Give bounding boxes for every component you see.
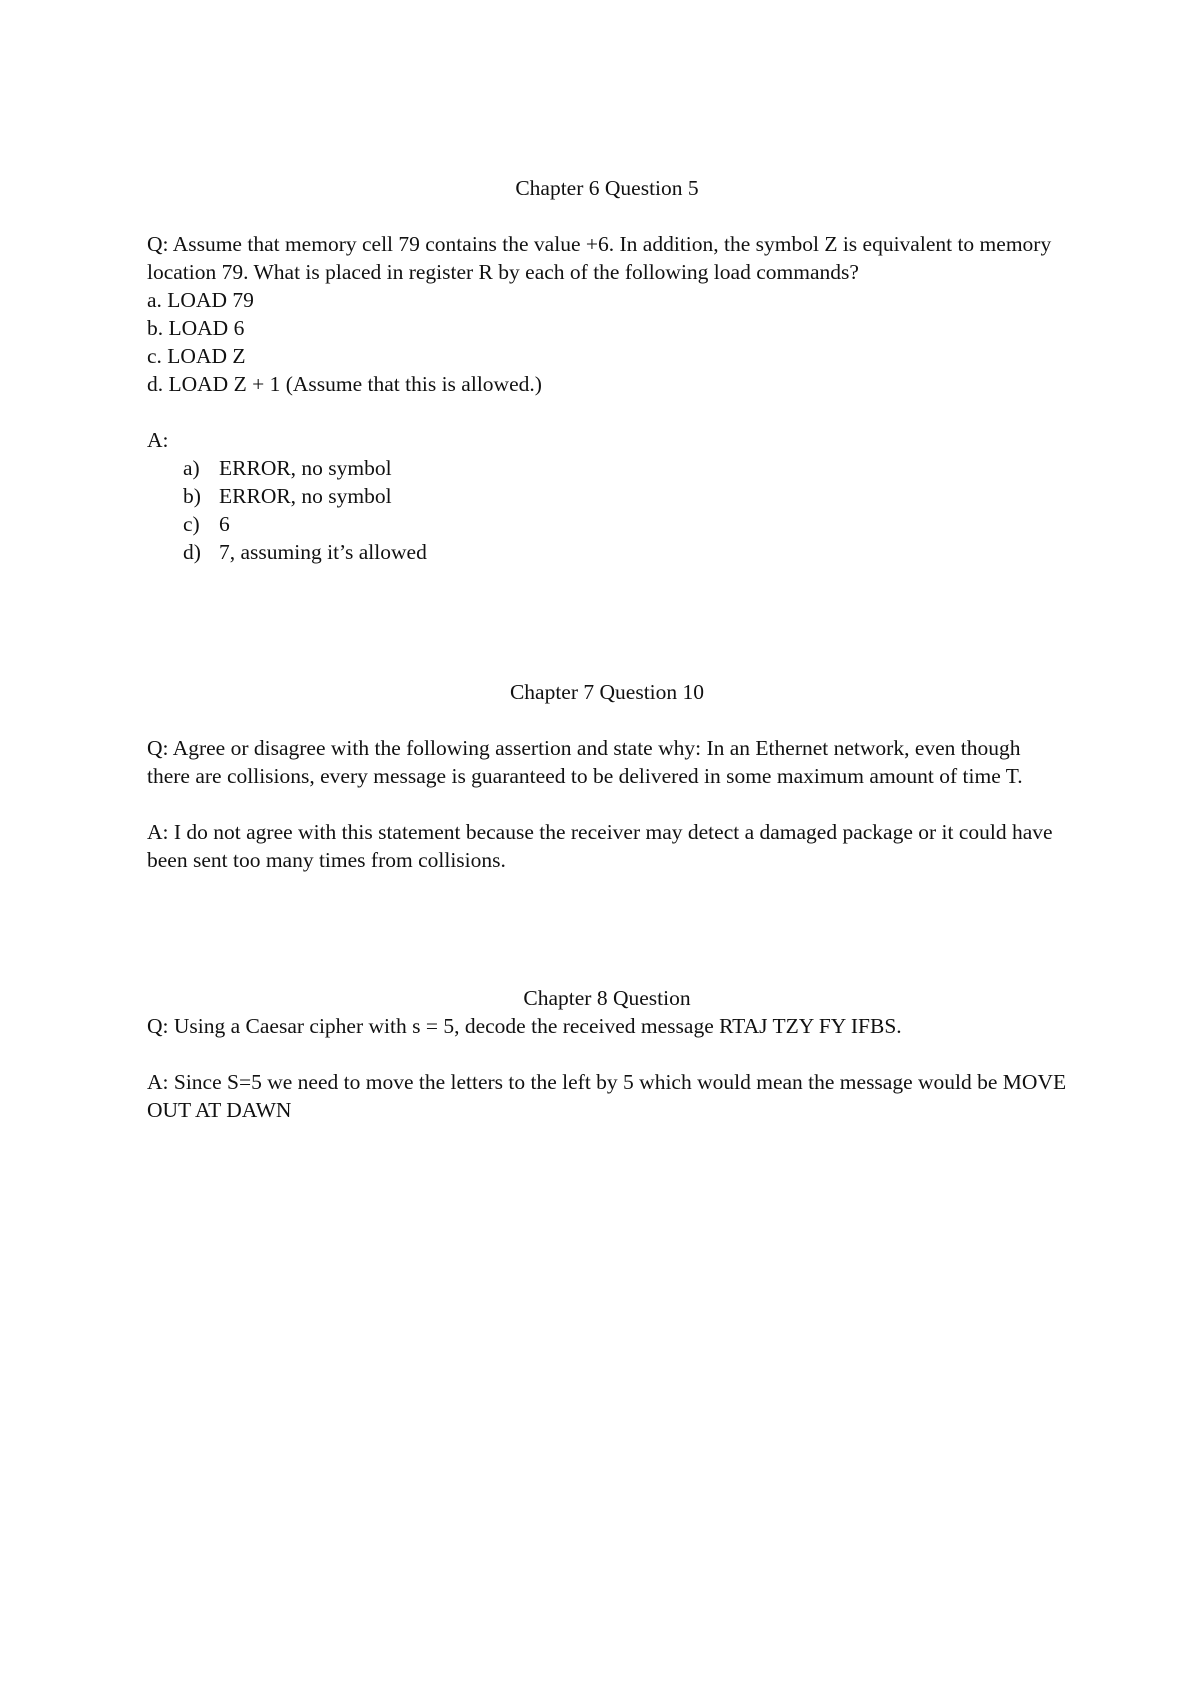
answer-item bbox=[147, 454, 1067, 482]
answer-item-text: ERROR, no symbol bbox=[219, 456, 392, 480]
answer-item-label: c) bbox=[183, 512, 200, 536]
section-chapter-6 bbox=[147, 174, 1067, 566]
section-heading: Chapter 6 Question 5 bbox=[515, 176, 699, 200]
answer-item-text: 7, assuming it’s allowed bbox=[219, 540, 427, 564]
answer-item-text: 6 bbox=[219, 512, 230, 536]
question-text: Q: Using a Caesar cipher with s = 5, decode the received message RTAJ TZY FY IFBS. bbox=[147, 1014, 902, 1038]
question-option: b. LOAD 6 bbox=[147, 316, 245, 340]
question-option: d. LOAD Z + 1 (Assume that this is allowed.) bbox=[147, 372, 542, 396]
answer-item-label: d) bbox=[183, 540, 201, 564]
question-option: a. LOAD 79 bbox=[147, 288, 254, 312]
answer-item-text: ERROR, no symbol bbox=[219, 484, 392, 508]
section-chapter-7 bbox=[147, 678, 1067, 874]
question-text: Q: Assume that memory cell 79 contains the value +6. In addition, the symbol Z is equivalent to memory location 79. What is placed in register R by each of the following load commands? bbox=[147, 232, 1052, 284]
answer-item bbox=[147, 538, 1067, 566]
question-text: Q: Agree or disagree with the following assertion and state why: In an Ethernet network, even though there are collisions, every message is guaranteed to be delivered in some maximum amount of time T. bbox=[147, 736, 1023, 788]
answer-text: A: I do not agree with this statement because the receiver may detect a damaged package or it could have been sent too many times from collisions. bbox=[147, 820, 1053, 872]
answer-item-label: b) bbox=[183, 484, 201, 508]
question-option: c. LOAD Z bbox=[147, 344, 246, 368]
answer-item bbox=[147, 482, 1067, 510]
answer-text: A: Since S=5 we need to move the letters to the left by 5 which would mean the message would be MOVE OUT AT DAWN bbox=[147, 1070, 1067, 1122]
section-chapter-8 bbox=[147, 984, 1067, 1124]
answer-list bbox=[147, 454, 1067, 566]
answer-item bbox=[147, 510, 1067, 538]
answer-label: A: bbox=[147, 428, 169, 452]
answer-item-label: a) bbox=[183, 456, 200, 480]
section-heading: Chapter 7 Question 10 bbox=[509, 680, 705, 704]
section-heading: Chapter 8 Question bbox=[523, 986, 691, 1010]
